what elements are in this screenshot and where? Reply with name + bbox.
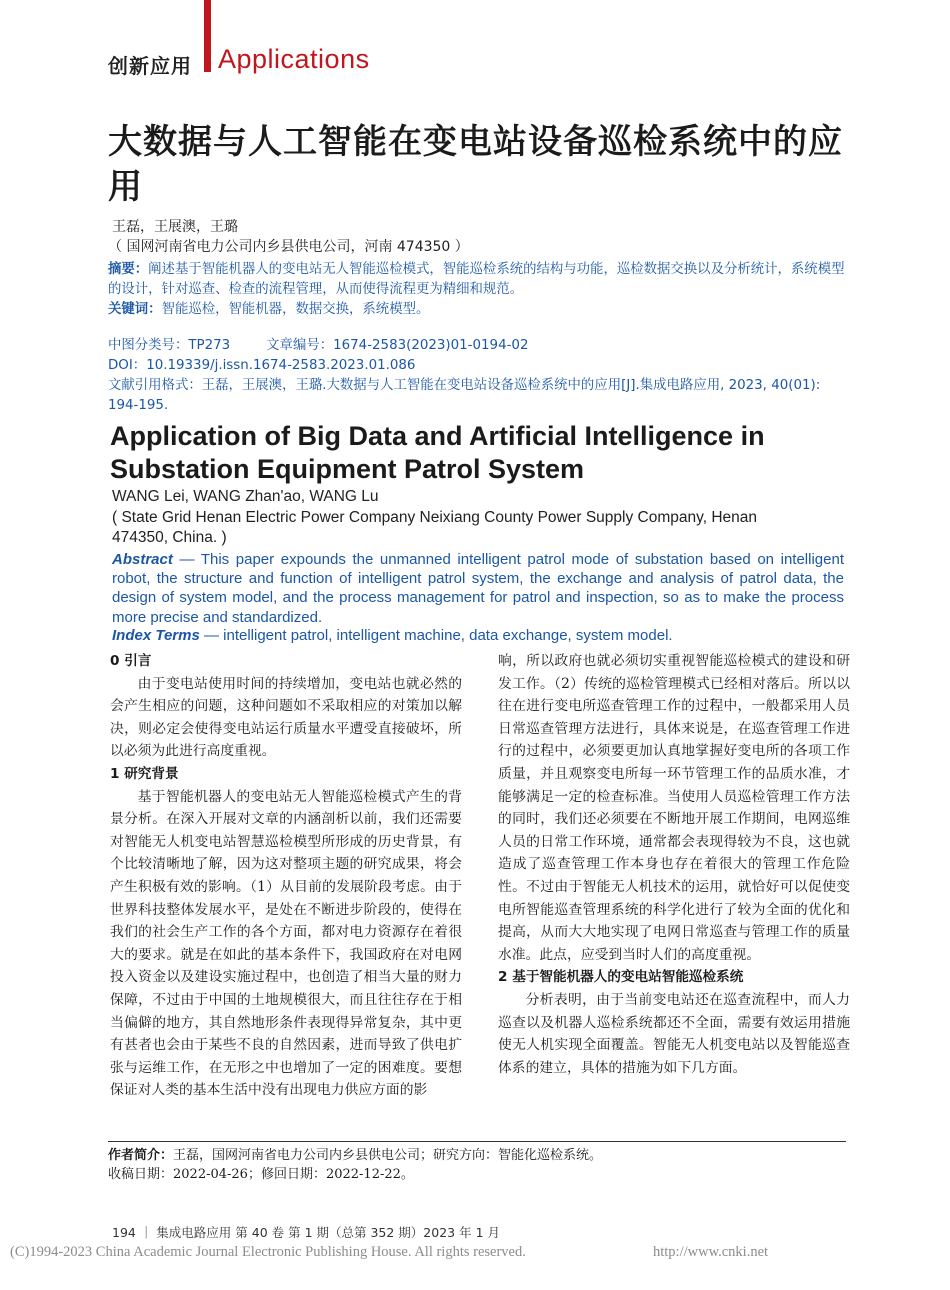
abstract-cn bbox=[108, 260, 848, 300]
received-dates: 收稿日期：2022-04-26；修回日期：2022-12-22。 bbox=[108, 1167, 414, 1182]
keywords-cn-text: 智能巡检，智能机器，数据交换，系统模型。 bbox=[161, 302, 430, 317]
section-accent-bar bbox=[204, 0, 211, 72]
body-column-left bbox=[110, 650, 462, 1102]
authors-cn: 王磊，王展澳，王璐 bbox=[112, 219, 238, 235]
footnote-divider bbox=[108, 1141, 846, 1142]
citation-format bbox=[108, 376, 848, 416]
classification-line bbox=[108, 336, 848, 356]
article-no-value: 1674-2583(2023)01-0194-02 bbox=[333, 338, 529, 353]
section-heading-0: 0 引言 bbox=[110, 653, 152, 669]
doi-line bbox=[108, 356, 848, 376]
copyright-url[interactable]: http://www.cnki.net bbox=[653, 1244, 769, 1260]
clc-label: 中图分类号： bbox=[108, 338, 189, 353]
section-heading-2: 2 基于智能机器人的变电站智能巡检系统 bbox=[498, 969, 744, 986]
paragraph: 基于智能机器人的变电站无人智能巡检模式产生的背景分析。在深入开展对文章的内涵剖析以前，我们还需要对智能无人机变电站智慧巡检模型所形成的历史背景，有个比较清晰地了解，因为这对整项主题的研究成果，将会产生积极有效的影响。（1）从目前的发展阶段考虑。由于世界科技整体发展水平，是处在不断进步阶段的，使得在我们的社会生产工作的各个方面，都对电力资源存在着很大的要求。就是在如此的基本条件下，我国政府在对电网投入资金以及建设实施过程中，也创造了相当大量的财力保障，不过由于中国的土地规模很大，而且往往存在于相当偏僻的地方，其自然地形条件表现得异常复杂，其中更有甚者也会由于某些不良的自然因素，进而导致了供电扩张与运维工作，在无形之中也增加了一定的困难度。要想保证对人类的基本生活中没有出现电力供应方面的影 bbox=[110, 788, 462, 1099]
keywords-cn bbox=[108, 300, 848, 320]
doi-value[interactable]: 10.19339/j.issn.1674-2583.2023.01.086 bbox=[146, 358, 416, 373]
section-label-en: Applications bbox=[218, 44, 370, 74]
index-terms-en bbox=[112, 626, 844, 645]
abstract-en-text: — This paper expounds the unmanned intelligent patrol mode of substation based on intelligent robot, the structure and function of intelligent patrol system, the exchange and analysis of patrol data, the design of system model, and the process management for patrol and inspection, so as to make the process more precise and standardized. bbox=[112, 551, 844, 626]
authors-en: WANG Lei, WANG Zhan'ao, WANG Lu bbox=[112, 488, 379, 505]
abstract-cn-label: 摘要： bbox=[108, 262, 149, 277]
paragraph: 由于变电站使用时间的持续增加，变电站也就必然的会产生相应的问题，这种问题如不采取相应的对策加以解决，则必定会使得变电站运行质量水平遭受直接破坏，所以必须为此进行高度重视。 bbox=[110, 675, 462, 760]
section-heading-1: 1 研究背景 bbox=[110, 765, 179, 782]
index-terms-text: — intelligent patrol, intelligent machine, data exchange, system model. bbox=[199, 627, 673, 644]
index-terms-label: Index Terms bbox=[112, 627, 200, 644]
clc-value: TP273 bbox=[188, 338, 231, 353]
paragraph-continued: 响，所以政府也就必须切实重视智能巡检模式的建设和研发工作。（2）传统的巡检管理模式已经相对落后。所以以往在进行变电所巡查管理工作的过程中，一般都采用人员日常巡查管理方法进行，具体来说是，在巡查管理工作进行的过程中，必须要更加认真地掌握好变电所的各项工作质量，并且观察变电所每一环节管理工作的品质水准，才能够满足一定的检查标准。当使用人员巡检管理工作方法的同时，我们还必须要在不断地开展工作期间，电网巡维人员的日常工作环境，通常都会表现得较为不良，这也就造成了巡查管理工作本身也存在着很大的管理工作危险性。不过由于智能无人机技术的运用，就恰好可以促使变电所智能巡查管理系统的科学化进行了较为全面的优化和提高，从而大大地实现了电网日常巡查与管理工作的质量水准。此点，应受到当时人们的高度重视。 bbox=[498, 653, 850, 963]
abstract-cn-text: 阐述基于智能机器人的变电站无人智能巡检模式，智能巡检系统的结构与功能，巡检数据交换以及分析统计，系统模型的设计，针对巡查、检查的流程管理，从而使得流程更为精细和规范。 bbox=[108, 262, 845, 297]
copyright-notice: (C)1994-2023 China Academic Journal Electronic Publishing House. All rights reserved. bbox=[10, 1244, 526, 1260]
section-label-cn: 创新应用 bbox=[108, 54, 192, 78]
page-footer: 194 ｜ 集成电路应用 第 40 卷 第 1 期（总第 352 期）2023 年 1 月 bbox=[112, 1225, 500, 1240]
cite-text: 王磊，王展澳，王璐.大数据与人工智能在变电站设备巡检系统中的应用[J].集成电路应用, 2023, 40(01): 194-195. bbox=[108, 378, 821, 413]
paper-title-cn: 大数据与人工智能在变电站设备巡检系统中的应用 bbox=[108, 122, 843, 207]
author-bio-text: 王磊，国网河南省电力公司内乡县供电公司；研究方向：智能化巡检系统。 bbox=[173, 1148, 603, 1163]
abstract-en bbox=[112, 550, 844, 627]
doi-label: DOI： bbox=[108, 358, 147, 373]
journal-section-header bbox=[106, 0, 406, 80]
paragraph: 分析表明，由于当前变电站还在巡查流程中，而人力巡查以及机器人巡检系统都还不全面，需要有效运用措施使无人机实现全面覆盖。智能无人机变电站以及智能巡查体系的建立，具体的措施为如下几方面。 bbox=[498, 991, 850, 1076]
affiliation-cn: （ 国网河南省电力公司内乡县供电公司，河南 474350 ） bbox=[108, 239, 469, 255]
author-bio-footnote bbox=[108, 1146, 848, 1165]
cite-label: 文献引用格式： bbox=[108, 378, 202, 393]
author-bio-label: 作者简介： bbox=[108, 1148, 174, 1163]
affiliation-en: ( State Grid Henan Electric Power Company Neixiang County Power Supply Company, Henan 474350, China. ) bbox=[112, 509, 757, 546]
keywords-cn-label: 关键词： bbox=[108, 302, 162, 317]
body-column-right bbox=[498, 650, 850, 1079]
abstract-en-label: Abstract bbox=[112, 551, 173, 568]
article-no-label: 文章编号： bbox=[266, 338, 334, 353]
paper-title-en: Application of Big Data and Artificial Intelligence in Substation Equipment Patrol System bbox=[110, 421, 765, 484]
